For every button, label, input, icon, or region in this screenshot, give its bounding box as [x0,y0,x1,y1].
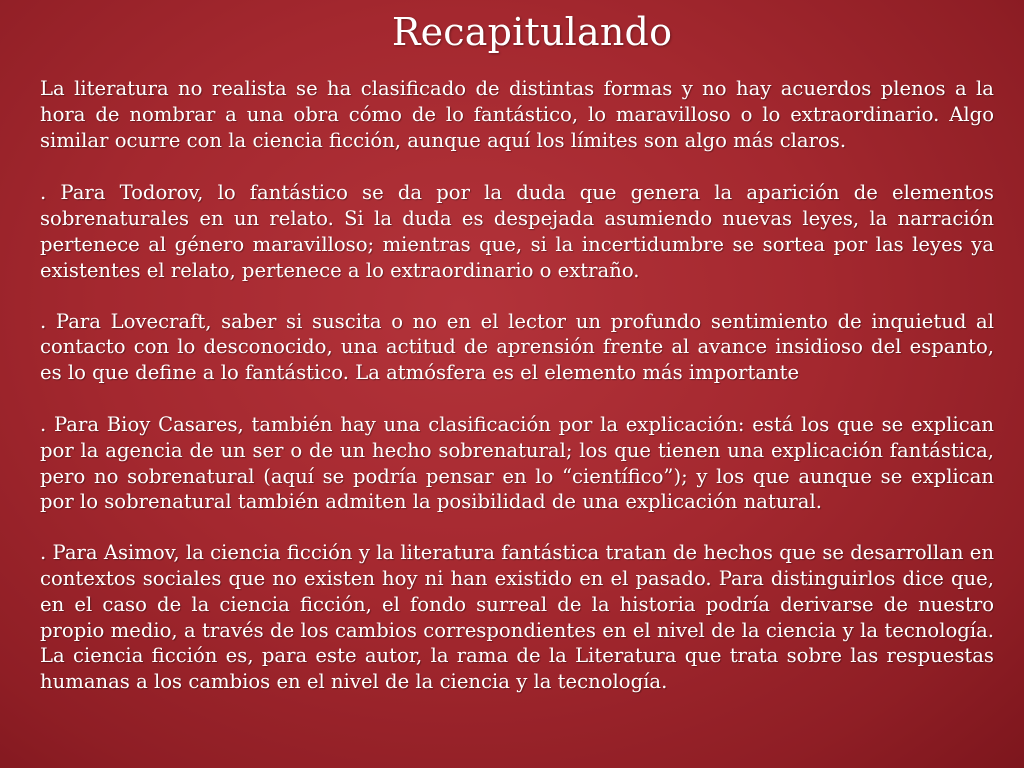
slide-title: Recapitulando [391,10,673,54]
paragraph-lovecraft: . Para Lovecraft, saber si suscita o no en el lector un profundo sentimiento de inquietud al contacto con lo desconocido, una actitud de aprensión frente al avance insidioso del espanto, es lo que define a lo fantástico. La atmósfera es el elemento más importante [40,309,994,385]
paragraph-todorov: . Para Todorov, lo fantástico se da por la duda que genera la aparición de elementos sobrenaturales en un relato. Si la duda es despejada asumiendo nuevas leyes, la narración pertenece al género maravilloso; mientras que, si la incertidumbre se sortea por las leyes ya existentes el relato, pertenece a lo extraordinario o extraño. [40,181,994,282]
paragraph-asimov: . Para Asimov, la ciencia ficción y la literatura fantástica tratan de hechos que se desarrollan en contextos sociales que no existen hoy ni han existido en el pasado. Para distinguirlos dice que, en el caso de la ciencia ficción, el fondo surreal de la historia podría derivarse de nuestro propio medio, a través de los cambios correspondientes en el nivel de la ciencia y la tecnología. La ciencia ficción es, para este autor, la rama de la Literatura que trata sobre las respuestas humanas a los cambios en el nivel de la ciencia y la tecnología. [40,541,994,694]
paragraph-intro: La literatura no realista se ha clasificado de distintas formas y no hay acuerdos plenos a la hora de nombrar a una obra cómo de lo fantástico, lo maravilloso o lo extraordinario. Algo similar ocurre con la ciencia ficción, aunque aquí los límites son algo más claros. [40,77,994,152]
slide-body [40,76,994,695]
paragraph-bioy-casares: . Para Bioy Casares, también hay una clasificación por la explicación: está los que se explican por la agencia de un ser o de un hecho sobrenatural; los que tienen una explicación fantástica, pero no sobrenatural (aquí se podría pensar en lo “científico”); y los que aunque se explican por lo sobrenatural también admiten la posibilidad de una explicación natural. [40,412,994,514]
